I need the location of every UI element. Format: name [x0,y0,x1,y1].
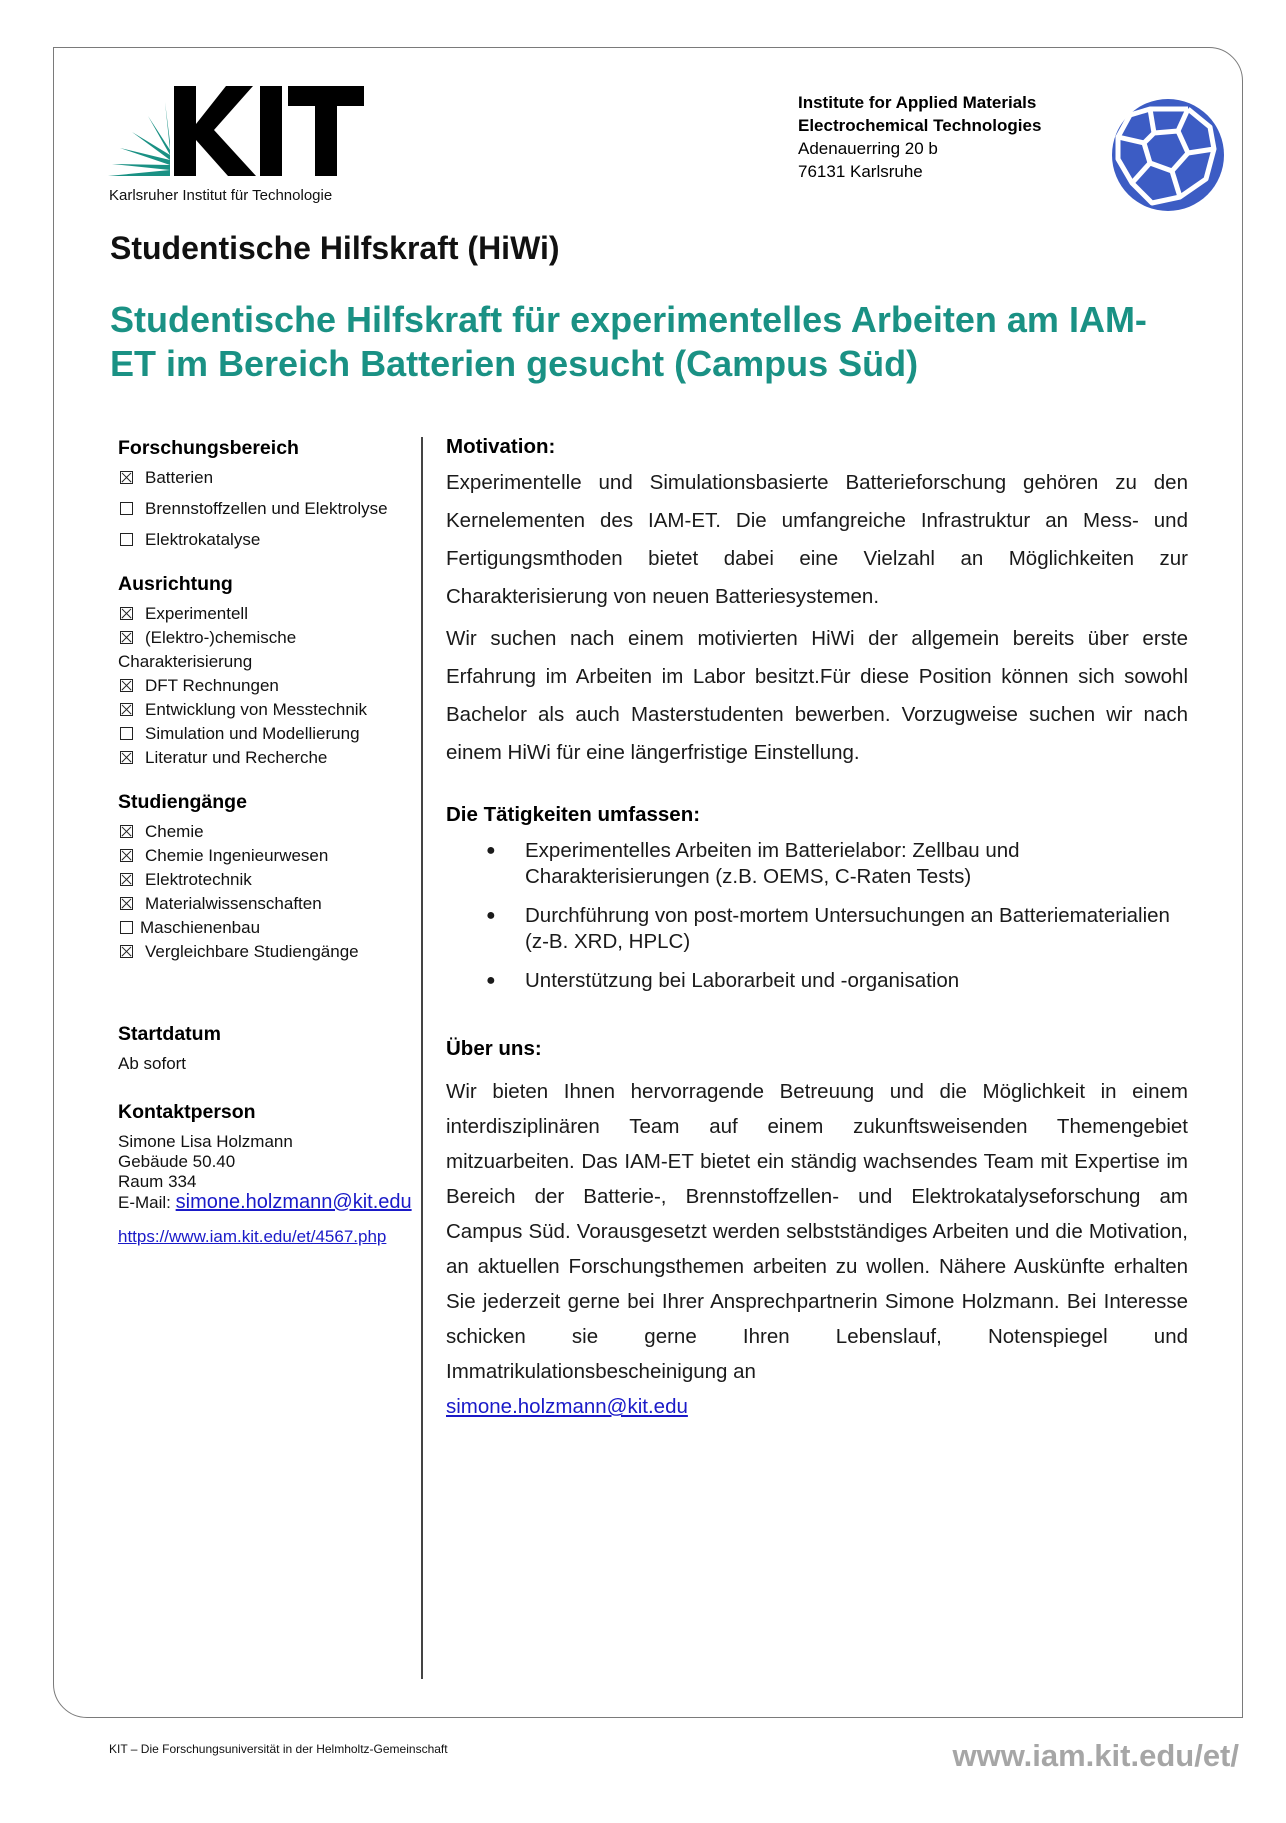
checkbox-label: Chemie [145,822,204,841]
task-item [446,838,1188,890]
iam-et-logo [1110,97,1226,213]
contact-room: Raum 334 [118,1172,197,1191]
about-heading: Über uns: [446,1037,542,1060]
institute-name: Institute for Applied Materials [798,93,1037,112]
tasks-heading: Die Tätigkeiten umfassen: [446,803,701,826]
checkbox-item [118,722,418,746]
checkbox-label: Entwicklung von Messtechnik [145,700,368,719]
checked-box-icon [120,945,133,958]
contact-email-label: E-Mail: [118,1193,171,1212]
footer-url: www.iam.kit.edu/et/ [952,1738,1239,1773]
task-item [446,903,1188,955]
checkbox-label-continuation: Charakterisierung [118,652,253,671]
startdatum-heading: Startdatum [118,1023,221,1045]
checkbox-item [118,626,418,650]
checkbox-label: (Elektro-)chemische [145,628,297,647]
task-text: Experimentelles Arbeiten im Batterielabor: Zellbau und Charakterisierungen (z.B. OEMS, C-Raten Tests) [525,839,1020,888]
checkbox-label: Experimentell [145,604,248,623]
checkbox-item [118,868,418,892]
about-email-link[interactable]: simone.holzmann@kit.edu [446,1395,688,1418]
contact-email-row [118,1192,418,1213]
job-url-link[interactable]: https://www.iam.kit.edu/et/4567.php [118,1227,387,1246]
contact-url-row [118,1227,418,1247]
footer-tagline: KIT – Die Forschungsuniversität in der Helmholtz-Gemeinschaft [109,1742,448,1756]
task-text: Durchführung von post-mortem Untersuchungen an Batteriematerialien (z-B. XRD, HPLC) [525,904,1170,953]
unchecked-box-icon [120,533,133,546]
bullet-icon: ● [486,972,496,989]
page-title: Studentische Hilfskraft (HiWi) [110,230,560,266]
checkbox-label: Chemie Ingenieurwesen [145,846,329,865]
checkbox-item [118,528,418,552]
checkbox-label: Batterien [145,468,214,487]
motivation-paragraph-2: Wir suchen nach einem motivierten HiWi der allgemein bereits über erste Erfahrung im Arbeiten im Labor besitzt.Für diese Position können sich sowohl Bachelor als auch Masterstudenten bewerben. Vorzugweise suchen wir nach einem HiWi für eine längerfristige Einstellung. [446,627,1188,764]
unchecked-box-icon [120,921,133,934]
checked-box-icon [120,703,133,716]
bullet-icon: ● [486,842,496,859]
forschungsbereich-list [118,466,418,552]
job-headline: Studentische Hilfskraft für experimentelles Arbeiten am IAM-ET im Bereich Batterien gesucht (Campus Süd) [110,299,1147,384]
institute-department: Electrochemical Technologies [798,116,1042,135]
sidebar [118,434,418,1247]
checked-box-icon [120,471,133,484]
checkbox-label: Literatur und Recherche [145,748,328,767]
checkbox-label: Vergleichbare Studiengänge [145,942,359,961]
checkbox-label: DFT Rechnungen [145,676,279,695]
motivation-paragraph-1: Experimentelle und Simulationsbasierte Batterieforschung gehören zu den Kernelementen des IAM-ET. Die umfangreiche Infrastruktur an Mess- und Fertigungsmthoden bietet dabei eine Vielzahl an Möglichkeiten zur Charakterisierung von neuen Batteriesystemen. [446,471,1188,608]
checked-box-icon [120,897,133,910]
address-street: Adenauerring 20 b [798,139,938,158]
checkbox-item [118,497,418,521]
checked-box-icon [120,607,133,620]
unchecked-box-icon [120,502,133,515]
checked-box-icon [120,679,133,692]
checkbox-item [118,466,418,490]
checkbox-label: Elektrotechnik [145,870,252,889]
checkbox-item [118,916,418,940]
checkbox-item [118,602,418,626]
checked-box-icon [120,631,133,644]
ausrichtung-heading: Ausrichtung [118,573,233,595]
task-text: Unterstützung bei Laborarbeit und -organisation [525,969,960,992]
contact-building: Gebäude 50.40 [118,1152,236,1171]
bullet-icon: ● [486,907,496,924]
checkbox-item [118,698,418,722]
contact-email-link[interactable]: simone.holzmann@kit.edu [175,1191,412,1213]
startdatum-value: Ab sofort [118,1054,187,1073]
studiengaenge-heading: Studiengänge [118,791,247,813]
checkbox-item [118,844,418,868]
address-city: 76131 Karlsruhe [798,162,923,181]
task-item [446,968,1188,994]
checkbox-item [118,820,418,844]
institute-address [798,91,1041,183]
unchecked-box-icon [120,727,133,740]
checkbox-item [118,892,418,916]
checkbox-label: Simulation und Modellierung [145,724,360,743]
kontakt-heading: Kontaktperson [118,1101,256,1123]
about-text: Wir bieten Ihnen hervorragende Betreuung und die Möglichkeit in einem interdisziplinären Team auf einem zukunftsweisenden Themengebiet mitzuarbeiten. Das IAM-ET bietet ein ständig wachsendes Team mit Expertise im Bereich der Batterie-, Brennstoffzellen- und Elektrokatalyseforschung am Campus Süd. Vorausgesetzt werden selbstständiges Arbeiten und die Motivation, an aktuellen Forschungsthemen arbeiten zu wollen. Nähere Auskünfte erhalten Sie jederzeit gerne bei Ihrer Ansprechpartnerin Simone Holzmann. Bei Interesse schicken sie gerne Ihren Lebenslauf, Notenspiegel und Immatrikulationsbescheinigung an [446,1080,1188,1383]
forschungsbereich-heading: Forschungsbereich [118,437,299,459]
checkbox-label: Brennstoffzellen und Elektrolyse [145,499,388,518]
contact-name: Simone Lisa Holzmann [118,1132,293,1151]
checkbox-label: Maschienenbau [140,918,261,937]
checkbox-label: Elektrokatalyse [145,530,261,549]
checkbox-item [118,940,418,964]
checked-box-icon [120,825,133,838]
tasks-list [446,838,1188,994]
about-paragraph [446,1074,1188,1424]
checked-box-icon [120,849,133,862]
checkbox-item [118,746,418,770]
kit-subtitle: Karlsruher Institut für Technologie [109,187,333,204]
checkbox-label: Materialwissenschaften [145,894,322,913]
checked-box-icon [120,751,133,764]
studiengaenge-list [118,820,418,964]
checked-box-icon [120,873,133,886]
main-content [446,430,1188,1424]
checkbox-item [118,674,418,698]
ausrichtung-list [118,602,418,770]
motivation-heading: Motivation: [446,435,556,458]
column-divider [421,437,423,1679]
